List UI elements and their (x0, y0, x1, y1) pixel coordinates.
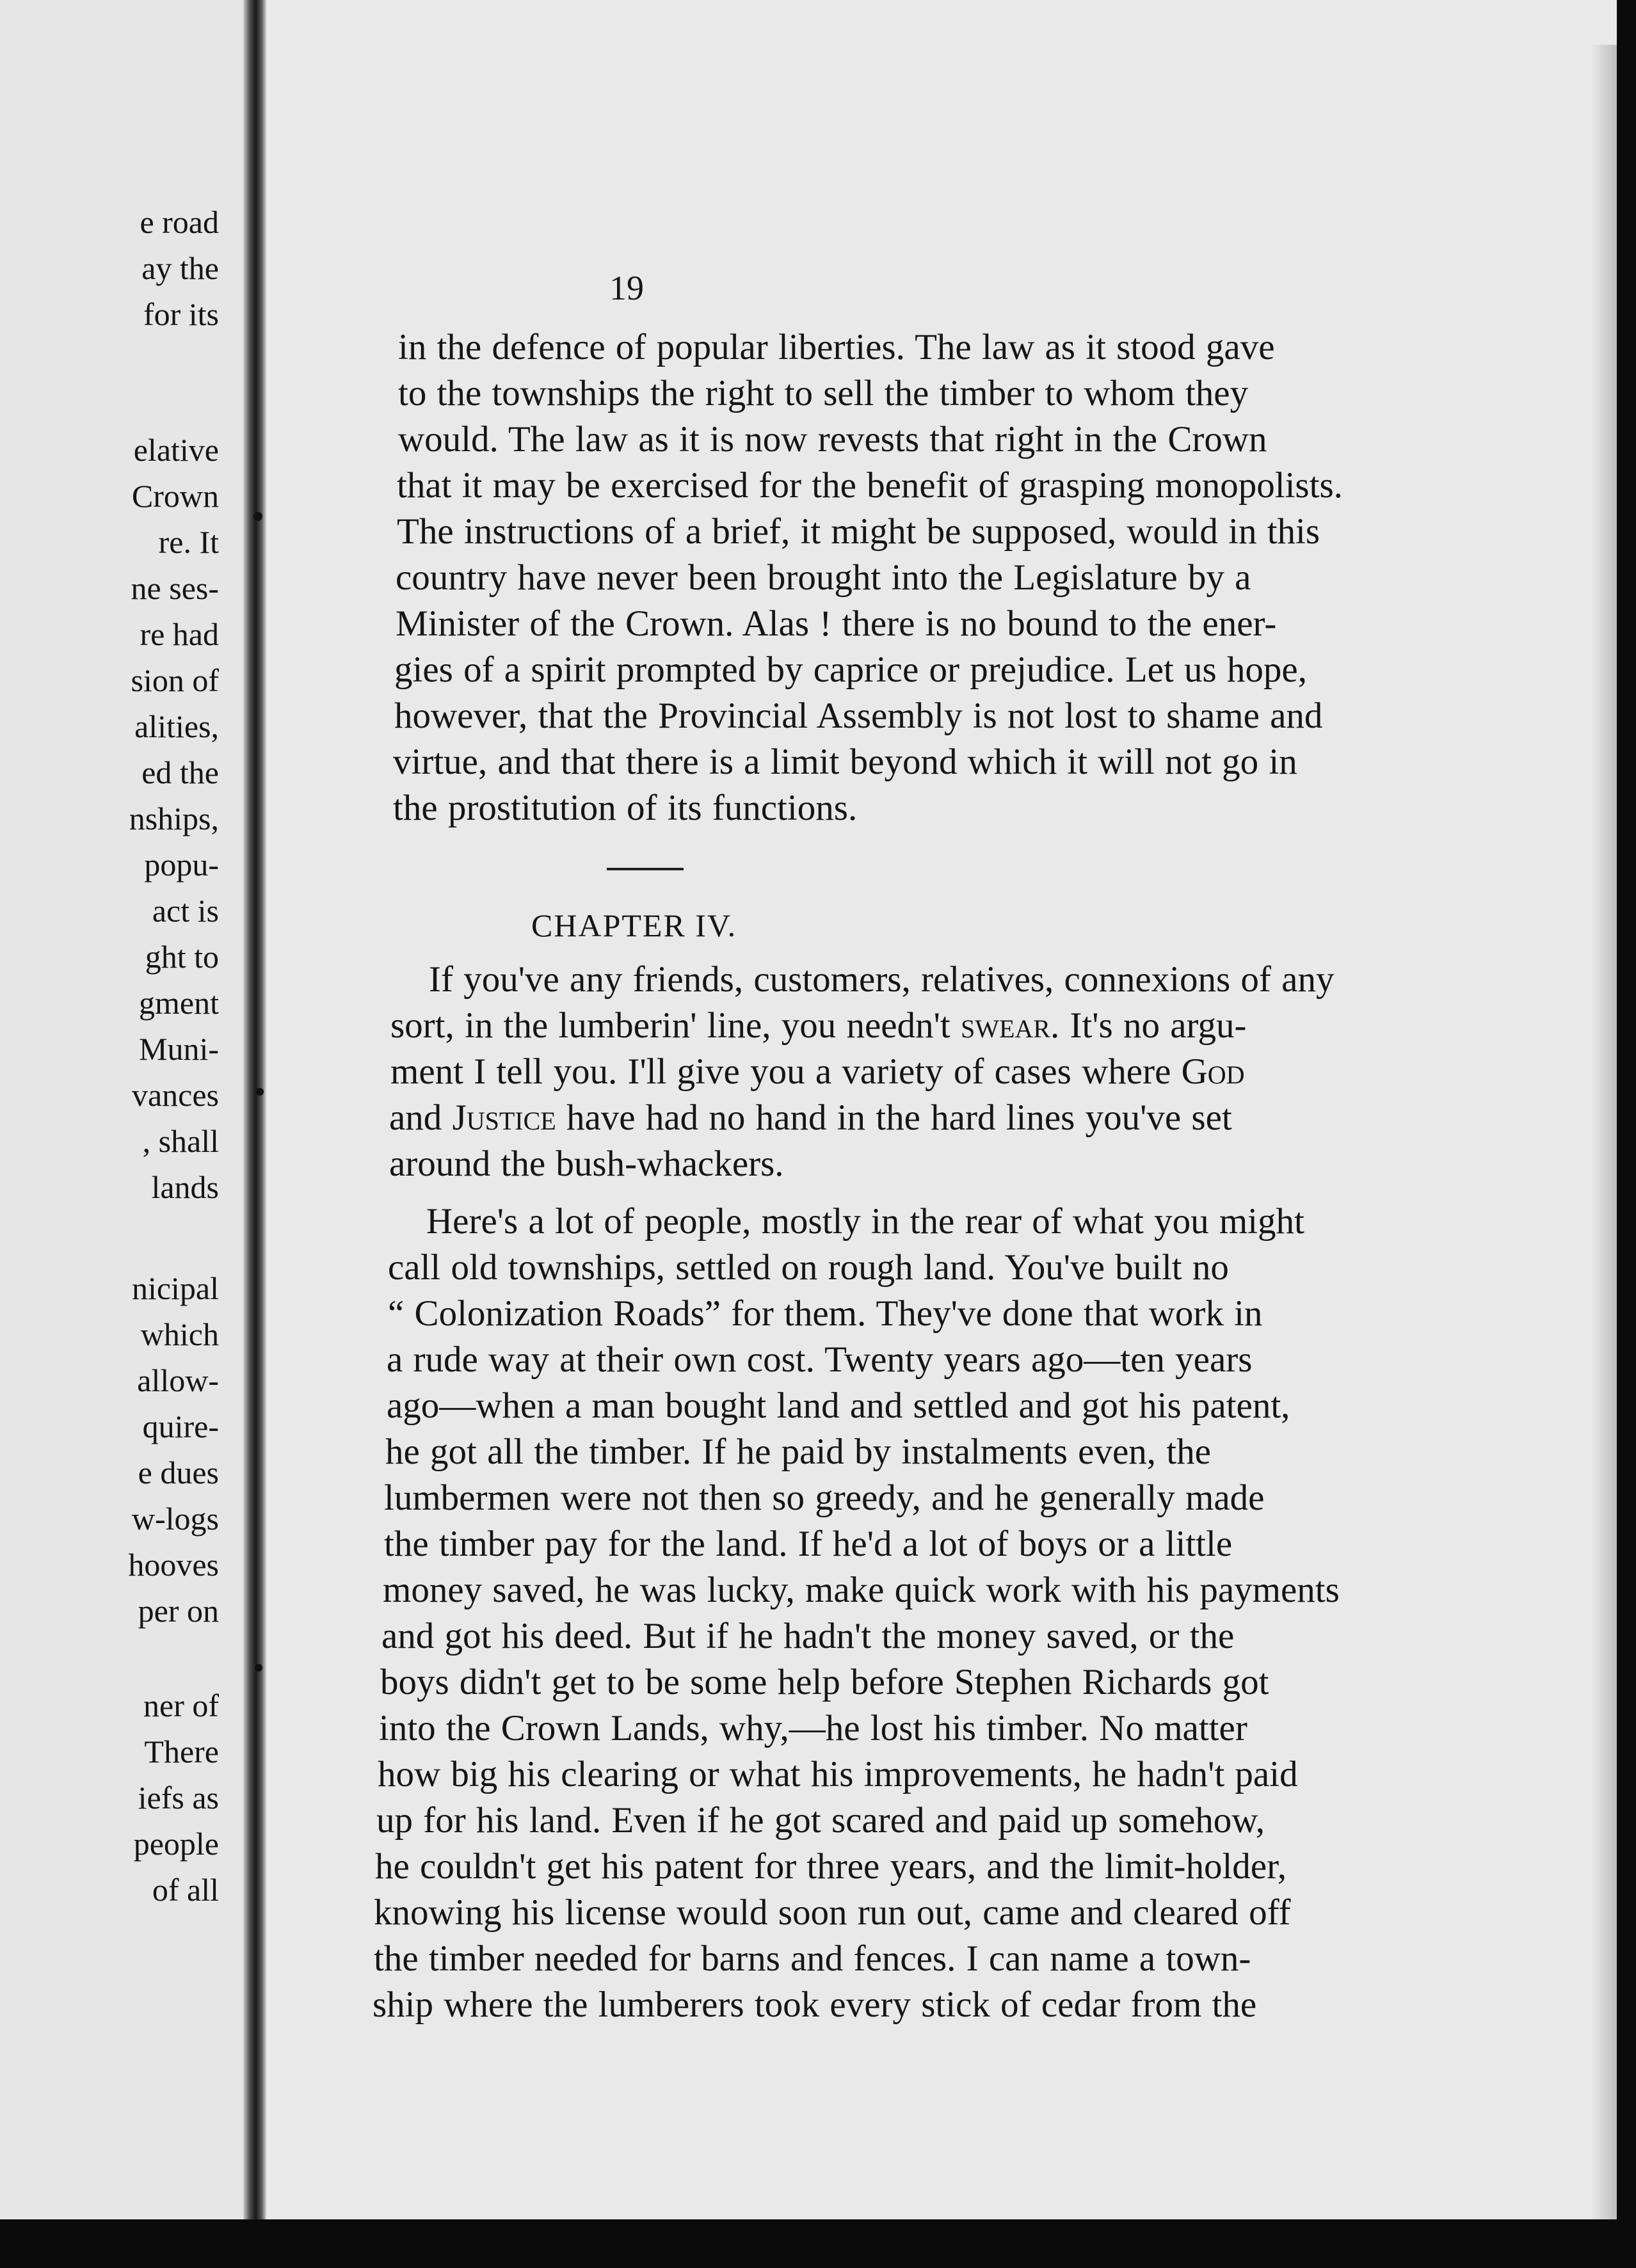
text-line: around the bush-whackers. (389, 1144, 784, 1184)
text-line: a rude way at their own cost. Twenty years ago—ten years (387, 1339, 1253, 1380)
text-line: the timber pay for the land. If he'd a lot of boys or a little (384, 1524, 1233, 1564)
ink-spot (255, 1664, 262, 1672)
left-fragment: of all (152, 1872, 219, 1908)
left-fragment: iefs as (138, 1780, 219, 1816)
left-fragment: sion of (131, 662, 219, 698)
left-fragment: e road (140, 204, 219, 240)
page-edge-shadow (1591, 45, 1617, 2219)
text-line: If you've any friends, customers, relatives, connexions of any (429, 959, 1335, 1000)
ink-spot (253, 512, 262, 521)
left-fragment: ay the (141, 250, 219, 286)
left-fragment: which (140, 1316, 219, 1352)
left-fragment: Muni- (139, 1031, 219, 1067)
text-line: boys didn't get to be some help before Stephen Richards got (380, 1662, 1269, 1702)
text-line: ment I tell you. I'll give you a variety of cases where God (390, 1051, 1245, 1092)
left-fragment: allow- (137, 1362, 219, 1398)
left-fragment: nicipal (131, 1270, 219, 1306)
left-fragment: There (144, 1734, 219, 1769)
left-fragment: re. It (158, 524, 219, 560)
left-fragment: , shall (142, 1123, 219, 1159)
left-fragment: quire- (142, 1409, 219, 1444)
text-line: into the Crown Lands, why,—he lost his timber. No matter (379, 1708, 1247, 1748)
text-line: the timber needed for barns and fences. I can name a town- (374, 1938, 1251, 1979)
text-line: virtue, and that there is a limit beyond which it will not go in (393, 742, 1297, 782)
text-line: Minister of the Crown. Alas ! there is no bound to the ener- (396, 603, 1277, 644)
left-fragment: hooves (128, 1547, 219, 1583)
text-line: Here's a lot of people, mostly in the rear of what you might (426, 1201, 1304, 1242)
left-fragment: popu- (144, 847, 219, 882)
book-gutter (243, 0, 266, 2219)
text-line: he couldn't get his patent for three years, and the limit-holder, (375, 1846, 1287, 1887)
ink-spot (256, 1088, 264, 1096)
left-fragment: ght to (145, 939, 219, 975)
text-line: up for his land. Even if he got scared and paid up somehow, (376, 1800, 1265, 1841)
page-number: 19 (609, 269, 644, 307)
left-fragment: ne ses- (131, 570, 219, 606)
text-line: the prostitution of its functions. (393, 788, 858, 828)
left-fragment: people (133, 1826, 219, 1862)
left-fragment: per on (138, 1593, 219, 1629)
left-fragment: for its (143, 296, 219, 332)
text-line: “ Colonization Roads” for them. They've done that work in (388, 1293, 1263, 1334)
text-line: would. The law as it is now revests that right in the Crown (398, 419, 1267, 459)
text-line: lumbermen were not then so greedy, and he generally made (384, 1478, 1265, 1518)
text-line: sort, in the lumberin' line, you needn't swear. It's no argu- (390, 1005, 1247, 1046)
text-line: that it may be exercised for the benefit of grasping monopolists. (397, 465, 1343, 506)
left-page-edge (0, 0, 245, 2219)
left-fragment: act is (152, 893, 219, 929)
text-line: and got his deed. But if he hadn't the money saved, or the (381, 1616, 1235, 1656)
left-fragment: nships, (129, 801, 219, 836)
text-line: to the townships the right to sell the timber to whom they (398, 373, 1249, 413)
text-line: he got all the timber. If he paid by instalments even, the (385, 1432, 1211, 1472)
text-line: ship where the lumberers took every stick of cedar from the (373, 1984, 1257, 2025)
text-line: country have never been brought into the Legislature by a (396, 557, 1251, 598)
chapter-heading: CHAPTER IV. (531, 907, 737, 943)
left-fragment: alities, (134, 708, 219, 744)
left-fragment: ed the (141, 755, 219, 790)
left-fragment: ner of (143, 1688, 219, 1723)
left-fragment: gment (139, 985, 219, 1021)
left-fragment: vances (131, 1077, 219, 1113)
left-fragment: re had (140, 616, 219, 652)
text-line: how big his clearing or what his improvements, he hadn't paid (378, 1754, 1298, 1794)
text-line: however, that the Provincial Assembly is not lost to shame and (394, 696, 1323, 736)
text-line: money saved, he was lucky, make quick work with his payments (383, 1570, 1340, 1610)
left-fragment: elative (133, 432, 219, 468)
text-line: gies of a spirit prompted by caprice or prejudice. Let us hope, (394, 650, 1307, 690)
text-line: in the defence of popular liberties. The law as it stood gave (398, 327, 1275, 367)
left-fragment: e dues (138, 1455, 219, 1490)
left-fragment: Crown (131, 478, 219, 514)
text-line: knowing his license would soon run out, came and cleared off (374, 1892, 1291, 1933)
section-rule (607, 868, 684, 870)
text-line: call old townships, settled on rough land. You've built no (388, 1247, 1229, 1288)
text-line: The instructions of a brief, it might be supposed, would in this (397, 511, 1320, 552)
text-line: and Justice have had no hand in the hard lines you've set (389, 1098, 1232, 1138)
text-line: ago—when a man bought land and settled and got his patent, (387, 1386, 1290, 1426)
left-fragment: w-logs (131, 1501, 219, 1537)
left-fragment: lands (151, 1169, 219, 1205)
